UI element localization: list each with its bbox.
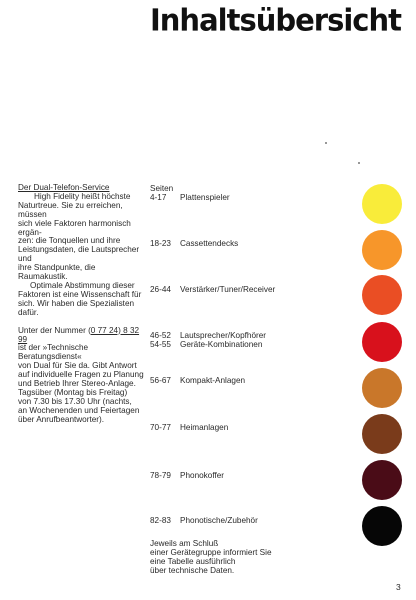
intro-text-line: auf individuelle Fragen zu Planung bbox=[18, 370, 144, 380]
color-swatch-brown bbox=[362, 414, 402, 454]
toc-label: Kompakt-Anlagen bbox=[180, 376, 246, 385]
intro-text-line: Optimale Abstimmung dieser bbox=[30, 280, 135, 290]
toc-note-line: Jeweils am Schluß bbox=[150, 539, 219, 548]
toc-entry[interactable] bbox=[150, 516, 258, 525]
page-title: Inhaltsübersicht bbox=[150, 2, 401, 38]
toc-label: Cassettendecks bbox=[180, 239, 239, 248]
toc-label: Geräte-Kombinationen bbox=[180, 340, 263, 349]
specks bbox=[325, 142, 327, 144]
toc-entry[interactable] bbox=[150, 471, 224, 480]
toc-label: Lautsprecher/Kopfhörer bbox=[180, 331, 267, 340]
intro-text-line: High Fidelity heißt höchste bbox=[34, 191, 131, 201]
toc-label: Phonotische/Zubehör bbox=[180, 516, 258, 525]
toc-pages: 82-83 bbox=[150, 516, 171, 525]
toc-entry[interactable] bbox=[150, 423, 228, 432]
intro-text-line: Naturtreue. Sie zu erreichen, müssen bbox=[18, 200, 123, 219]
toc-pages: 70-77 bbox=[150, 423, 171, 432]
intro-text-line: an Wochenenden und Feiertagen bbox=[18, 405, 140, 415]
color-swatch-yellow bbox=[362, 184, 402, 224]
toc-pages: 26-44 bbox=[150, 285, 171, 294]
intro-text-line: und Betrieb Ihrer Stereo-Anlage. bbox=[18, 379, 136, 389]
color-swatch-dark-maroon bbox=[362, 460, 402, 500]
toc-pages: 78-79 bbox=[150, 471, 171, 480]
intro-text-line: Unter der Nummer (0 77 24) 8 32 99 bbox=[18, 325, 140, 344]
toc-note-line: über technische Daten. bbox=[150, 565, 235, 575]
intro-text-line: zen: die Tonquellen und ihre bbox=[18, 236, 121, 246]
toc-pages: 54-55 bbox=[150, 340, 171, 349]
intro-section bbox=[18, 184, 146, 425]
intro-text-line: ihre Standpunkte, die Raumakustik. bbox=[18, 263, 96, 282]
toc-entry[interactable] bbox=[150, 193, 230, 202]
color-swatch-orange bbox=[362, 230, 402, 270]
specks bbox=[358, 162, 360, 164]
toc-note-line: einer Gerätegruppe informiert Sie bbox=[150, 547, 272, 557]
toc-entry[interactable] bbox=[150, 285, 275, 294]
color-swatch-red bbox=[362, 322, 402, 362]
toc-label: Verstärker/Tuner/Receiver bbox=[180, 285, 276, 294]
toc-label: Plattenspieler bbox=[180, 193, 230, 202]
intro-text-line: über Anrufbeantworter). bbox=[18, 414, 105, 424]
toc-entry[interactable] bbox=[150, 376, 245, 385]
toc-pages: 46-52 bbox=[150, 331, 171, 340]
intro-text-line: von Dual für Sie da. Gibt Antwort bbox=[18, 361, 137, 371]
intro-heading: Der Dual-Telefon-Service bbox=[18, 183, 110, 192]
intro-text-line: sich viele Faktoren harmonisch ergän- bbox=[18, 218, 131, 237]
intro-text-line: ist der »Technische Beratungsdienst« bbox=[18, 343, 89, 362]
toc-pages: 4-17 bbox=[150, 193, 167, 202]
intro-text-line: Faktoren ist eine Wissenschaft für bbox=[18, 289, 142, 299]
toc-pages: 18-23 bbox=[150, 239, 171, 248]
color-swatch-red-orange bbox=[362, 275, 402, 315]
toc-entry[interactable] bbox=[150, 239, 238, 248]
toc-label: Heimanlagen bbox=[180, 423, 229, 432]
toc-entry[interactable] bbox=[150, 331, 266, 340]
phone-number[interactable]: 0 77 24) 8 32 99 bbox=[18, 325, 140, 344]
intro-text-line: sich. Wir haben die Spezialisten dafür. bbox=[18, 298, 135, 317]
toc-label: Phonokoffer bbox=[180, 471, 225, 480]
color-swatch-ochre bbox=[362, 368, 402, 408]
color-swatch-black bbox=[362, 506, 402, 546]
toc-note bbox=[150, 540, 272, 576]
intro-text-line: Leistungsdaten, die Lautsprecher und bbox=[18, 245, 140, 264]
intro-text-line: Tagsüber (Montag bis Freitag) bbox=[18, 387, 128, 397]
toc-pages: 56-67 bbox=[150, 376, 171, 385]
toc-note-line: eine Tabelle ausführlich bbox=[150, 556, 236, 566]
page-number: 3 bbox=[396, 582, 401, 592]
intro-text-line: von 7.30 bis 17.30 Uhr (nachts, bbox=[18, 396, 132, 406]
toc-entry[interactable] bbox=[150, 340, 262, 349]
toc-heading: Seiten bbox=[150, 184, 174, 193]
